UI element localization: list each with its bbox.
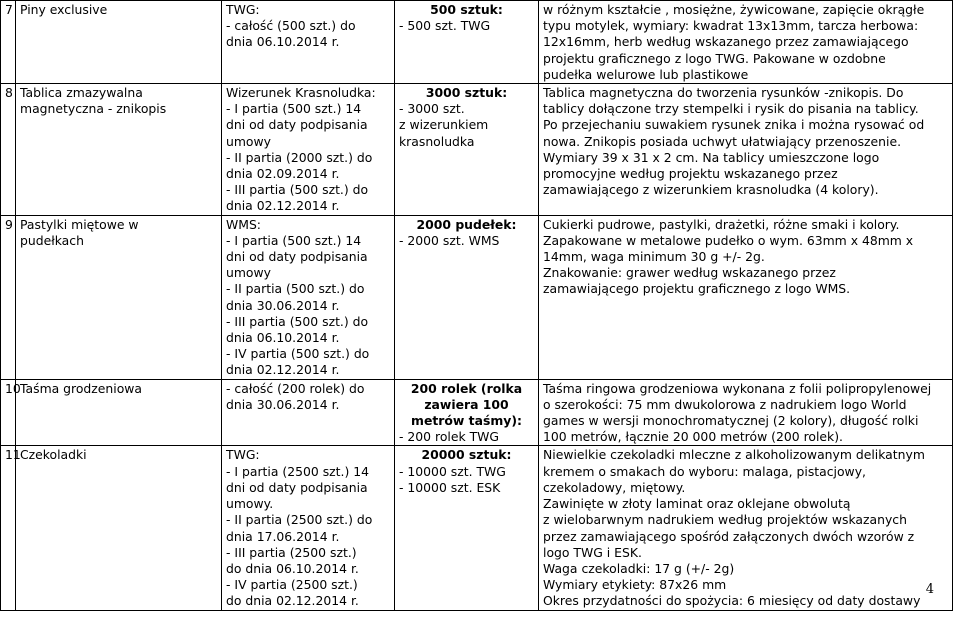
schedule-line: - IV partia (2500 szt.) — [226, 577, 358, 593]
description-line: promocyjne według projektu wskazanego przez — [543, 166, 838, 182]
quantity-line: - 3000 szt. — [399, 101, 465, 117]
quantity-line: 500 sztuk: — [430, 2, 503, 17]
description-line: games w wersji monochromatycznej (2 kolory), długość rolki — [543, 413, 919, 429]
item-name-cell — [16, 446, 222, 610]
schedule-line: dnia 06.10.2014 r. — [226, 330, 340, 346]
quantity-line: 3000 sztuk: — [425, 85, 508, 101]
quantity-line: 20000 sztuk: — [421, 447, 512, 463]
description-line: nowa. Znikopis posiada uchwyt ułatwiający przenoszenie. — [543, 133, 902, 149]
schedule-line: - I partia (500 szt.) 14 — [226, 232, 362, 248]
description-cell — [539, 446, 953, 610]
schedule-line: WMS: — [226, 216, 261, 232]
schedule-line: dnia 30.06.2014 r. — [226, 396, 340, 412]
description-line: typu motylek, wymiary: kwadrat 13x13mm, tarcza herbowa: — [543, 18, 919, 34]
table-row — [1, 1, 953, 84]
schedule-line: - II partia (2000 szt.) do — [226, 149, 373, 165]
description-line: zamawiającego projektu graficznego z logo WMS. — [543, 281, 851, 297]
item-number: 8 — [1, 84, 16, 216]
description-line: 14mm, waga minimum 30 g +/- 2g. — [543, 249, 765, 265]
description-line: Tablica magnetyczna do tworzenia rysunków -znikopis. Do — [543, 85, 904, 101]
description-line: przez zamawiającego spośród załączonych dwóch wzorów z — [543, 528, 915, 544]
schedule-line: - II partia (2500 szt.) do — [226, 512, 373, 528]
description-line: Wymiary 39 x 31 x 2 cm. Na tablicy umieszczone logo — [543, 149, 880, 165]
description-line: pudełka welurowe lub plastikowe — [543, 66, 749, 82]
item-name-line: Czekoladki — [20, 447, 87, 463]
description-line: Zawinięte w złoty laminat oraz oklejane obwolutą — [543, 496, 851, 512]
quantity-line: 200 rolek (rolka — [410, 380, 523, 396]
schedule-line: - III partia (2500 szt.) — [226, 544, 357, 560]
description-cell — [539, 215, 953, 379]
schedule-line: TWG: — [226, 447, 260, 463]
item-name-cell — [16, 84, 222, 216]
quantity-line: - 200 rolek TWG — [399, 429, 500, 445]
delivery-schedule-cell — [222, 215, 395, 379]
schedule-line: dni od daty podpisania — [226, 117, 368, 133]
delivery-schedule-cell — [222, 379, 395, 446]
schedule-line: - I partia (2500 szt.) 14 — [226, 463, 369, 479]
description-line: logo TWG i ESK. — [543, 544, 642, 560]
quantity-line: zawiera 100 — [424, 396, 509, 412]
table-row — [1, 379, 953, 446]
schedule-line: dnia 06.10.2014 r. — [226, 34, 340, 50]
schedule-line: dnia 30.06.2014 r. — [226, 297, 340, 313]
item-number: 9 — [1, 215, 16, 379]
item-name-cell — [16, 1, 222, 84]
schedule-line: - całość (500 szt.) do — [226, 18, 356, 34]
schedule-line: dni od daty podpisania — [226, 249, 368, 265]
item-name-line: magnetyczna - znikopis — [20, 101, 167, 117]
delivery-schedule-cell — [222, 1, 395, 84]
page-number: 4 — [925, 582, 934, 597]
schedule-line: umowy — [226, 133, 271, 149]
quantity-cell — [395, 84, 539, 216]
schedule-line: - IV partia (500 szt.) do — [226, 346, 370, 362]
schedule-line: - III partia (500 szt.) do — [226, 182, 369, 198]
schedule-line: dnia 02.12.2014 r. — [226, 198, 340, 214]
description-line: z wielobarwnym nadrukiem według projektów wskazanych — [543, 512, 907, 528]
table-row — [1, 446, 953, 610]
item-number: 7 — [1, 1, 16, 84]
quantity-cell — [395, 215, 539, 379]
schedule-line: - całość (200 rolek) do — [226, 380, 365, 396]
description-line: 100 metrów, łącznie 20 000 metrów (200 rolek). — [543, 429, 844, 445]
schedule-line: umowy — [226, 265, 271, 281]
quantity-cell — [395, 379, 539, 446]
description-cell — [539, 1, 953, 84]
schedule-line: dnia 17.06.2014 r. — [226, 528, 340, 544]
item-name-line: Pastylki miętowe w — [20, 216, 139, 232]
description-cell — [539, 84, 953, 216]
item-number: 11 — [1, 446, 16, 610]
description-line: projektu graficznego z logo TWG. Pakowane w ozdobne — [543, 50, 886, 66]
item-number: 10 — [1, 379, 16, 446]
item-name-line: Taśma grodzeniowa — [20, 380, 143, 396]
description-line: Waga czekoladki: 17 g (+/- 2g) — [543, 560, 735, 576]
description-line: Niewielkie czekoladki mleczne z alkoholizowanym delikatnym — [543, 447, 925, 463]
item-name-line: Piny exclusive — [20, 2, 108, 17]
description-line: kremem o smakach do wyboru: malaga, pistacjowy, — [543, 463, 866, 479]
quantity-line: - 500 szt. TWG — [399, 18, 491, 34]
schedule-line: do dnia 06.10.2014 r. — [226, 560, 359, 576]
schedule-line: umowy. — [226, 496, 274, 512]
schedule-line: dni od daty podpisania — [226, 479, 368, 495]
schedule-line: do dnia 02.12.2014 r. — [226, 593, 359, 609]
item-name-cell — [16, 215, 222, 379]
quantity-line: - 10000 szt. ESK — [399, 479, 501, 495]
quantity-line: z wizerunkiem — [399, 117, 489, 133]
quantity-cell — [395, 446, 539, 610]
description-line: Znakowanie: grawer według wskazanego przez — [543, 265, 836, 281]
quantity-line: 2000 pudełek: — [416, 216, 517, 232]
table-row — [1, 215, 953, 379]
description-cell — [539, 379, 953, 446]
table-row — [1, 84, 953, 216]
schedule-line: - II partia (500 szt.) do — [226, 281, 365, 297]
item-name-line: Tablica zmazywalna — [20, 85, 143, 101]
description-line: Cukierki pudrowe, pastylki, drażetki, różne smaki i kolory. — [543, 216, 900, 232]
description-line: Wymiary etykiety: 87x26 mm — [543, 577, 727, 593]
description-line: tablicy dołączone trzy stempelki i rysik do pisania na tablicy. — [543, 101, 919, 117]
description-line: Zapakowane w metalowe pudełko o wym. 63mm x 48mm x — [543, 232, 914, 248]
description-line: zamawiającego z wizerunkiem krasnoludka (4 kolory). — [543, 182, 879, 198]
description-line: czekoladowy, miętowy. — [543, 479, 686, 495]
description-line: o szerokości: 75 mm dwukolorowa z nadrukiem logo World — [543, 396, 907, 412]
description-line: w różnym kształcie , mosiężne, żywicowane, zapięcie okrągłe — [543, 2, 925, 17]
delivery-schedule-cell — [222, 446, 395, 610]
quantity-line: krasnoludka — [399, 133, 475, 149]
description-line: Okres przydatności do spożycia: 6 miesięcy od daty dostawy — [543, 593, 921, 609]
description-line: 12x16mm, herb według wskazanego przez zamawiającego — [543, 34, 909, 50]
item-name-line: pudełkach — [20, 232, 84, 248]
item-name-cell — [16, 379, 222, 446]
schedule-line: dnia 02.09.2014 r. — [226, 166, 340, 182]
delivery-schedule-cell — [222, 84, 395, 216]
quantity-line: - 10000 szt. TWG — [399, 463, 506, 479]
schedule-line: Wizerunek Krasnoludka: — [226, 85, 376, 101]
schedule-line: dnia 02.12.2014 r. — [226, 362, 340, 378]
description-line: Po przejechaniu suwakiem rysunek znika i można rysować od — [543, 117, 925, 133]
quantity-line: - 2000 szt. WMS — [399, 232, 500, 248]
quantity-line: metrów taśmy): — [411, 413, 522, 429]
schedule-line: - III partia (500 szt.) do — [226, 313, 369, 329]
quantity-cell — [395, 1, 539, 84]
schedule-line: TWG: — [226, 2, 260, 17]
schedule-line: - I partia (500 szt.) 14 — [226, 101, 362, 117]
description-line: Taśma ringowa grodzeniowa wykonana z folii polipropylenowej — [543, 380, 932, 396]
